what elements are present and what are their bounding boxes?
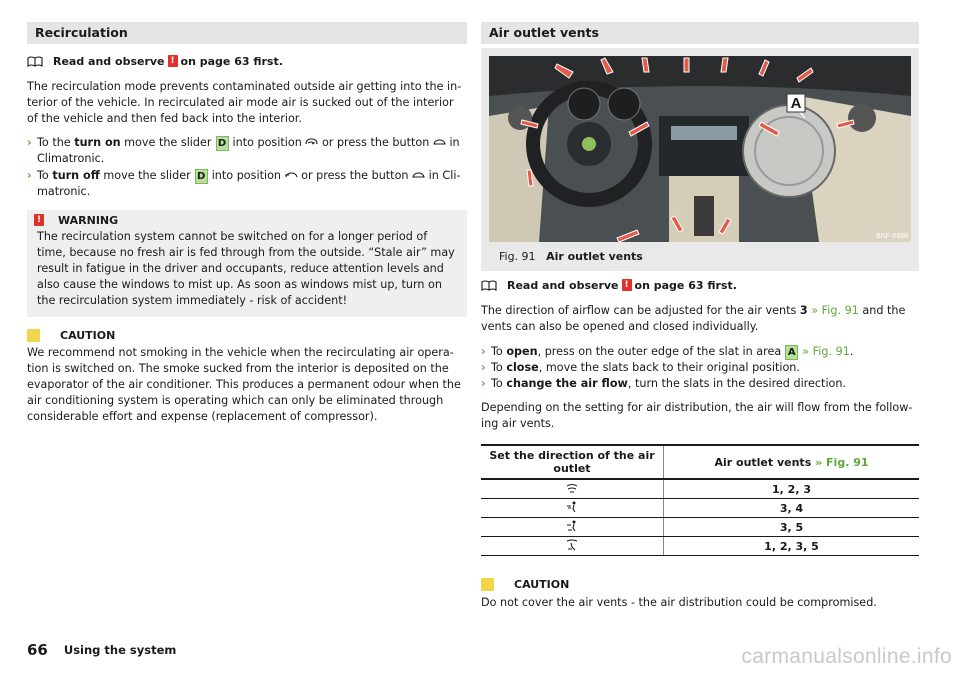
caution-title: CAUTION	[27, 327, 467, 343]
fresh-air-icon	[285, 171, 298, 179]
book-icon	[481, 280, 497, 291]
bullet-arrow-icon: ›	[481, 345, 486, 358]
caution-icon	[27, 329, 40, 342]
table-header-direction: Set the direction of the air outlet	[481, 445, 664, 479]
table-row: 3, 4	[481, 499, 919, 518]
table-row: 1, 2, 3	[481, 479, 919, 499]
warning-title: ! WARNING	[37, 212, 457, 228]
table-row: 3, 5	[481, 518, 919, 537]
section-heading-air-outlet-vents: Air outlet vents	[481, 22, 919, 44]
page-footer	[27, 641, 176, 659]
watermark: carmanualsonline.info	[741, 645, 952, 668]
car-recirculation-icon	[433, 138, 446, 146]
read-observe-note: Read and observe ! on page 63 first.	[481, 277, 919, 293]
warning-icon: !	[168, 55, 178, 67]
warning-icon: !	[622, 279, 632, 291]
caution-title: CAUTION	[481, 576, 919, 592]
figure-code: BNF-0868	[876, 233, 908, 240]
air-outlet-table	[481, 444, 919, 556]
recirculation-icon	[305, 138, 318, 146]
key-label-a: A	[785, 345, 798, 360]
warning-panel	[27, 210, 467, 317]
intro-paragraph: The recirculation mode prevents contaminated outside air getting into the interior of the vehicle. In recirculated air mode air is sucked out of the interior of the vehicle and then fed back into the interior.	[27, 80, 462, 125]
read-observe-note: Read and observe ! on page 63 first.	[27, 53, 467, 69]
bullet-open: › To open, press on the outer edge of the slat in area A » Fig. 91.	[481, 345, 854, 358]
footwell-airflow-icon	[566, 539, 578, 551]
left-column	[27, 22, 467, 425]
table-row: 1, 2, 3, 5	[481, 537, 919, 556]
bullet-close: › To close, move the slats back to their original position.	[481, 361, 800, 374]
caution-icon	[481, 578, 494, 591]
bullet-arrow-icon: ›	[481, 377, 486, 390]
windscreen-icon	[566, 483, 578, 493]
right-column	[481, 22, 919, 611]
distribution-paragraph: Depending on the setting for air distribution, the air will flow from the following air vents.	[481, 401, 913, 430]
book-icon	[27, 56, 43, 67]
key-label-d: D	[216, 136, 229, 151]
bullet-turn-on: › To the turn on move the slider D into position or press the button in Climatronic.	[27, 136, 460, 165]
upper-body-airflow-icon	[566, 501, 578, 513]
figure-reference[interactable]: » Fig. 91	[802, 345, 850, 358]
figure-caption: Fig. 91 Air outlet vents	[499, 250, 643, 263]
bullet-arrow-icon: ›	[481, 361, 486, 374]
table-header-vents: Air outlet vents » Fig. 91	[664, 445, 920, 479]
bullet-turn-off: › To turn off move the slider D into position or press the button in Climatronic.	[27, 169, 461, 198]
dashboard-illustration	[489, 56, 911, 242]
car-fresh-air-icon	[412, 171, 425, 179]
figure-label-a: A	[790, 95, 802, 112]
dashboard-image	[489, 56, 911, 242]
section-heading-recirculation: Recirculation	[27, 22, 467, 44]
key-label-d: D	[195, 169, 208, 184]
figure-reference[interactable]: » Fig. 91	[811, 304, 859, 317]
footer-section-title: Using the system	[63, 643, 177, 657]
warning-icon: !	[34, 214, 44, 226]
airflow-intro: The direction of airflow can be adjusted for the air vents 3 » Fig. 91 and the vents can also be opened and closed individually.	[481, 304, 906, 333]
figure-91	[481, 48, 919, 271]
warning-text: The recirculation system cannot be switched on for a longer period of time, because no fresh air is fed through from the outside. “Stale air” may result in fatigue in the driver and occupants, reduce attention levels and also cause the windows to mist up. As soon as windows mist up, turn on the recirculation system immediately - risk of accident!	[37, 230, 455, 307]
bullet-change-airflow: › To change the air flow, turn the slats in the desired direction.	[481, 377, 847, 390]
caution-text: Do not cover the air vents - the air distribution could be compromised.	[481, 596, 877, 609]
figure-reference[interactable]: » Fig. 91	[815, 455, 869, 469]
page-number: 66	[27, 641, 48, 659]
upper-and-footwell-airflow-icon	[566, 520, 578, 532]
caution-text: We recommend not smoking in the vehicle when the recirculating air operation is switched on. The smoke sucked from the interior is deposited on the evaporator of the air conditioner. This produces a permanent odour when the air conditioning system is operating which can only be eliminated through considerable effort and expense (replacement of compressor).	[27, 346, 461, 423]
bullet-arrow-icon: ›	[27, 136, 32, 149]
bullet-arrow-icon: ›	[27, 169, 32, 182]
